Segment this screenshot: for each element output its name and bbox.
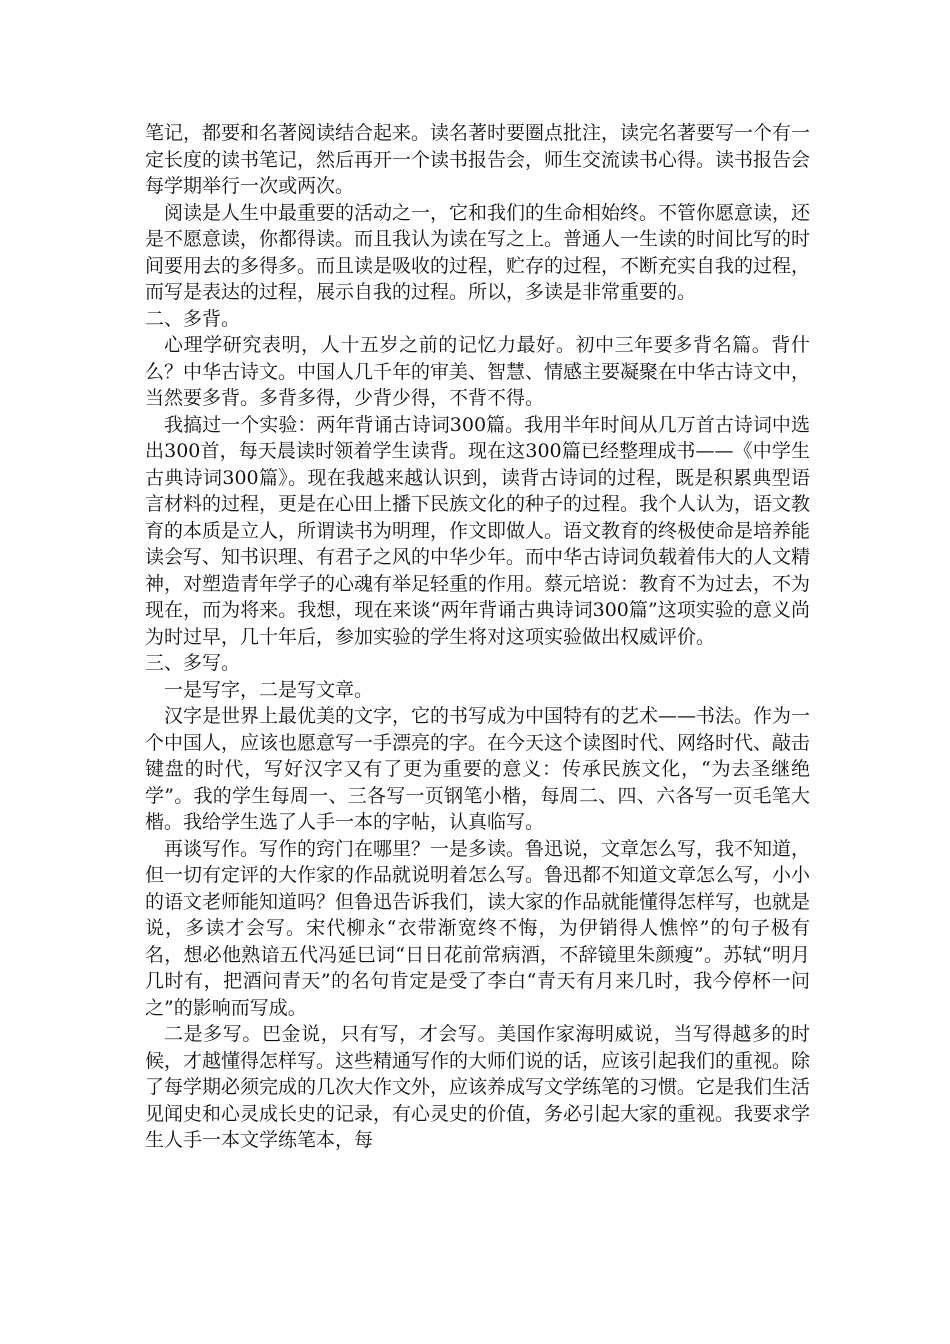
paragraph-continuation: 笔记，都要和名著阅读结合起来。读名著时要圈点批注，读完名著要写一个有一定长度的读书笔记，然后再开一个读书报告会，师生交流读书心得。读书报告会每学期举行一次或两次。 <box>145 122 811 197</box>
paragraph-calligraphy: 汉字是世界上最优美的文字，它的书写成为中国特有的艺术——书法。作为一个中国人，应该也愿意写一手漂亮的字。在今天这个读图时代、网络时代、敲击键盘的时代，写好汉字又有了更为重要的意义：传承民族文化，“为去圣继绝学”。我的学生每周一、三各写一页钢笔小楷，每周二、四、六各写一页毛笔大楷。我给学生选了人手一本的字帖，认真临写。 <box>145 705 811 833</box>
section-heading-write: 三、多写。 <box>145 652 241 674</box>
paragraph-poetry-experiment: 我搞过一个实验：两年背诵古诗词300篇。我用半年时间从几万首古诗词中选出300首，每天晨读时领着学生读背。现在这300篇已经整理成书——《中学生古典诗词300篇》。现在我越来越认识到，读背古诗词的过程，既是积累典型语言材料的过程，更是在心田上播下民族文化的种子的过程。我个人认为，语文教育的本质是立人，所谓读书为明理，作文即做人。语文教育的终极使命是培养能读会写、知书识理、有君子之风的中华少年。而中华古诗词负载着伟大的人文精神，对塑造青年学子的心魂有举足轻重的作用。蔡元培说：教育不为过去，不为现在，而为将来。我想，现在来谈“两年背诵古典诗词300篇”这项实验的意义尚为时过早，几十年后，参加实验的学生将对这项实验做出权威评价。 <box>145 413 811 648</box>
document-page <box>145 120 810 1154</box>
paragraph-writing-practice: 二是多写。巴金说，只有写，才会写。美国作家海明威说，当写得越多的时候，才越懂得怎样写。这些精通写作的大师们说的话，应该引起我们的重视。除了每学期必须完成的几次大作文外，应该养成写文学练笔的习惯。它是我们生活见闻史和心灵成长史的记录，有心灵史的价值，务必引起大家的重视。我要求学生人手一本文学练笔本，每 <box>145 1023 811 1151</box>
paragraph-write-intro: 一是写字，二是写文章。 <box>164 678 374 701</box>
paragraph-reading-importance: 阅读是人生中最重要的活动之一，它和我们的生命相始终。不管你愿意读，还是不愿意读，你都得读。而且我认为读在写之上。普通人一生读的时间比写的时间要用去的多得多。而且读是吸收的过程，贮存的过程，不断充实自我的过程，而写是表达的过程，展示自我的过程。所以，多读是非常重要的。 <box>145 201 811 303</box>
paragraph-writing-reading: 再谈写作。写作的窍门在哪里？一是多读。鲁迅说，文章怎么写，我不知道，但一切有定评的大作家的作品就说明着怎么写。鲁迅都不知道文章怎么写，小小的语文老师能知道吗？但鲁迅告诉我们，读大家的作品就能懂得怎样写，也就是说，多读才会写。宋代柳永“衣带渐宽终不悔，为伊销得人憔悴”的句子极有名，想必他熟谙五代冯延巳词“日日花前常病酒，不辞镜里朱颜瘦”。苏轼“明月几时有，把酒问青天”的名句肯定是受了李白“青天有月来几时，我今停杯一问之”的影响而写成。 <box>145 837 811 1019</box>
paragraph-memory-research: 心理学研究表明，人十五岁之前的记忆力最好。初中三年要多背名篇。背什么？中华古诗文。中国人几千年的审美、智慧、情感主要凝聚在中华古诗文中，当然要多背。多背多得，少背少得，不背不得。 <box>145 334 811 409</box>
section-heading-memorize: 二、多背。 <box>145 307 241 330</box>
